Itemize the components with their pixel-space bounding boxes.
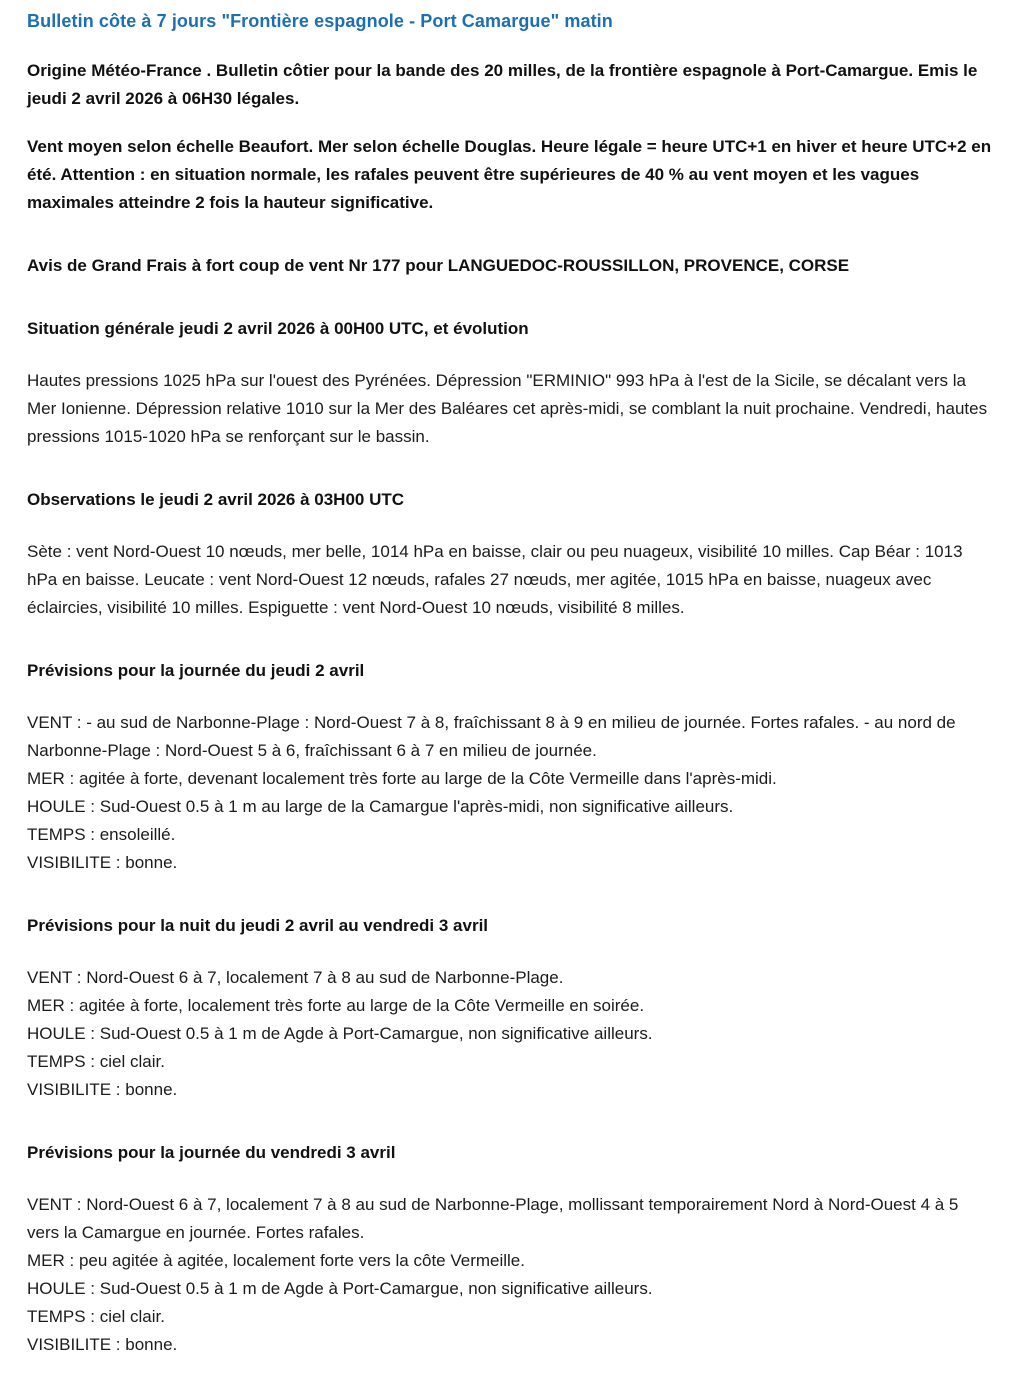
forecast-line-visibilite: VISIBILITE : bonne.: [27, 1080, 178, 1099]
forecast-line-visibilite: VISIBILITE : bonne.: [27, 1335, 178, 1354]
gale-warning-heading: Avis de Grand Frais à fort coup de vent Nr 177 pour LANGUEDOC-ROUSSILLON, PROVENCE, CORSE: [27, 256, 850, 275]
bulletin-origin-paragraph: Origine Météo-France . Bulletin côtier pour la bande des 20 milles, de la frontière espagnole à Port-Camargue. Emis le jeudi 2 avril 2026 à 06H30 légales.: [27, 61, 978, 108]
forecast-line-temps: TEMPS : ciel clair.: [27, 1307, 165, 1326]
forecast-line-mer: MER : agitée à forte, localement très forte au large de la Côte Vermeille en soirée.: [27, 996, 645, 1015]
forecast-line-temps: TEMPS : ciel clair.: [27, 1052, 165, 1071]
forecast-line-vent: VENT : - au sud de Narbonne-Plage : Nord-Ouest 7 à 8, fraîchissant 8 à 9 en milieu de journée. Fortes rafales. - au nord de Narbonne-Plage : Nord-Ouest 5 à 6, fraîchissant 6 à 7 en milieu de journée.: [27, 713, 956, 760]
forecast-line-temps: TEMPS : ensoleillé.: [27, 825, 176, 844]
forecast-line-houle: HOULE : Sud-Ouest 0.5 à 1 m au large de la Camargue l'après-midi, non significative ailleurs.: [27, 797, 734, 816]
forecast-section-day-friday: [27, 1139, 995, 1359]
general-situation-paragraph: Hautes pressions 1025 hPa sur l'ouest des Pyrénées. Dépression "ERMINIO" 993 hPa à l'est de la Sicile, se décalant vers la Mer Ionienne. Dépression relative 1010 sur la Mer des Baléares cet après-midi, se comblant la nuit prochaine. Vendredi, hautes pressions 1015-1020 hPa se renforçant sur le bassin.: [27, 371, 988, 446]
observations-paragraph: Sète : vent Nord-Ouest 10 nœuds, mer belle, 1014 hPa en baisse, clair ou peu nuageux, visibilité 10 milles. Cap Béar : 1013 hPa en baisse. Leucate : vent Nord-Ouest 12 nœuds, rafales 27 nœuds, mer agitée, 1015 hPa en baisse, nuageux avec éclaircies, visibilité 10 milles. Espiguette : vent Nord-Ouest 10 nœuds, visibilité 8 milles.: [27, 542, 963, 617]
forecast-line-vent: VENT : Nord-Ouest 6 à 7, localement 7 à 8 au sud de Narbonne-Plage, mollissant temporairement Nord à Nord-Ouest 4 à 5 vers la Camargue en journée. Fortes rafales.: [27, 1195, 959, 1242]
forecast-heading: Prévisions pour la journée du jeudi 2 avril: [27, 661, 365, 680]
forecast-line-mer: MER : peu agitée à agitée, localement forte vers la côte Vermeille.: [27, 1251, 525, 1270]
forecast-section-day-thursday: [27, 657, 995, 877]
forecast-line-visibilite: VISIBILITE : bonne.: [27, 853, 178, 872]
forecast-lines: [27, 709, 995, 877]
observations-heading: Observations le jeudi 2 avril 2026 à 03H00 UTC: [27, 490, 405, 509]
bulletin-title[interactable]: Bulletin côte à 7 jours "Frontière espagnole - Port Camargue" matin: [27, 11, 613, 31]
forecast-lines: [27, 964, 995, 1104]
forecast-line-houle: HOULE : Sud-Ouest 0.5 à 1 m de Agde à Port-Camargue, non significative ailleurs.: [27, 1279, 653, 1298]
bulletin-scale-notice-paragraph: Vent moyen selon échelle Beaufort. Mer selon échelle Douglas. Heure légale = heure UTC+1 en hiver et heure UTC+2 en été. Attention : en situation normale, les rafales peuvent être supérieures de 40 % au vent moyen et les vagues maximales atteindre 2 fois la hauteur significative.: [27, 137, 992, 212]
forecast-heading: Prévisions pour la journée du vendredi 3 avril: [27, 1143, 396, 1162]
forecast-line-houle: HOULE : Sud-Ouest 0.5 à 1 m de Agde à Port-Camargue, non significative ailleurs.: [27, 1024, 653, 1043]
forecast-section-night-thursday: [27, 912, 995, 1104]
forecast-line-vent: VENT : Nord-Ouest 6 à 7, localement 7 à 8 au sud de Narbonne-Plage.: [27, 968, 564, 987]
forecast-line-mer: MER : agitée à forte, devenant localement très forte au large de la Côte Vermeille dans l'après-midi.: [27, 769, 777, 788]
forecast-lines: [27, 1191, 995, 1359]
forecast-heading: Prévisions pour la nuit du jeudi 2 avril au vendredi 3 avril: [27, 916, 489, 935]
general-situation-heading: Situation générale jeudi 2 avril 2026 à 00H00 UTC, et évolution: [27, 319, 529, 338]
